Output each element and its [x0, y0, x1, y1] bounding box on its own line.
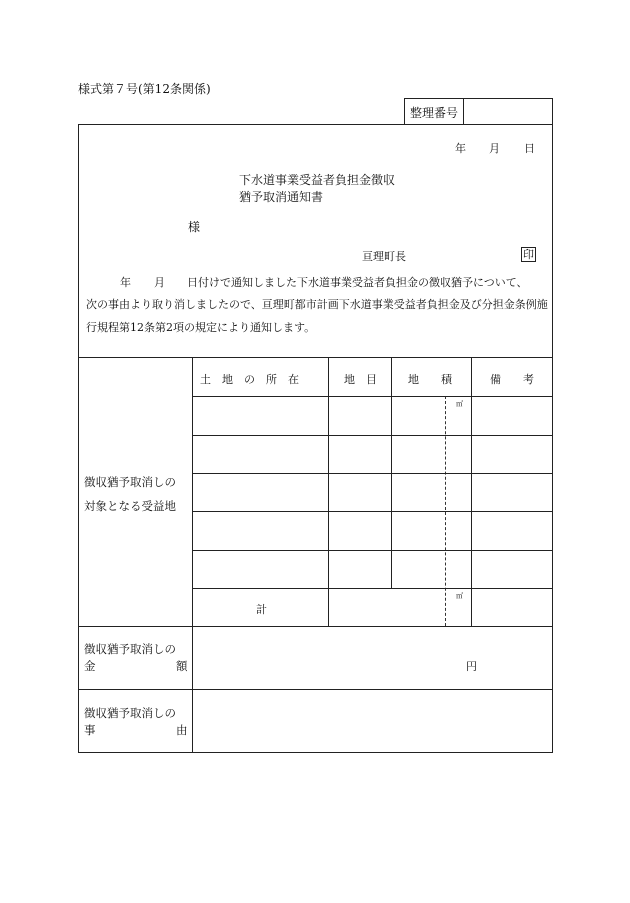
header-land-location: 土 地 の 所 在 [200, 373, 299, 386]
amount-label-char-b: 額 [176, 659, 188, 673]
date-month: 月 [489, 142, 500, 155]
total-label: 計 [256, 603, 267, 616]
area-unit-mark: ㎡ [456, 400, 463, 408]
land-section-label-line2: 対象となる受益地 [84, 499, 176, 513]
addressee-suffix: 様 [188, 220, 201, 234]
reason-label-char-a: 事 [84, 723, 96, 737]
body-text-line1: 日付けで通知しました下水道事業受益者負担金の徴収猶予について、 [187, 276, 528, 289]
header-remarks: 備 考 [490, 373, 534, 386]
land-section-label-line1: 徴収猶予取消しの [84, 475, 176, 489]
amount-unit: 円 [466, 660, 477, 673]
amount-label-char-a: 金 [84, 659, 96, 673]
date-year: 年 [455, 142, 466, 155]
date-day: 日 [524, 142, 535, 155]
body-text-paragraph: 次の事由より取り消しましたので、亘理町都市計画下水道事業受益者負担金及び分担金条例施行規程第12条第2項の規定により通知します。 [86, 298, 548, 334]
form-number-label: 様式第７号(第12条関係) [78, 82, 211, 96]
body-month: 月 [154, 276, 165, 289]
amount-label-line1: 徴収猶予取消しの [84, 642, 176, 656]
reason-label-line1: 徴収猶予取消しの [84, 706, 176, 720]
total-area-unit-mark: ㎡ [456, 592, 463, 600]
document-title-line1: 下水道事業受益者負担金徴収 [239, 173, 396, 187]
document-title-line2: 猶予取消通知書 [239, 190, 324, 204]
reason-label-char-b: 由 [176, 723, 188, 737]
issuer-name: 亘理町長 [362, 250, 406, 263]
form-frame [78, 124, 553, 753]
header-land-category: 地 目 [344, 373, 377, 386]
body-year: 年 [120, 276, 131, 289]
header-land-area: 地 積 [408, 373, 452, 386]
seal-mark: 印 [523, 248, 534, 261]
reference-number-label: 整理番号 [410, 106, 459, 120]
